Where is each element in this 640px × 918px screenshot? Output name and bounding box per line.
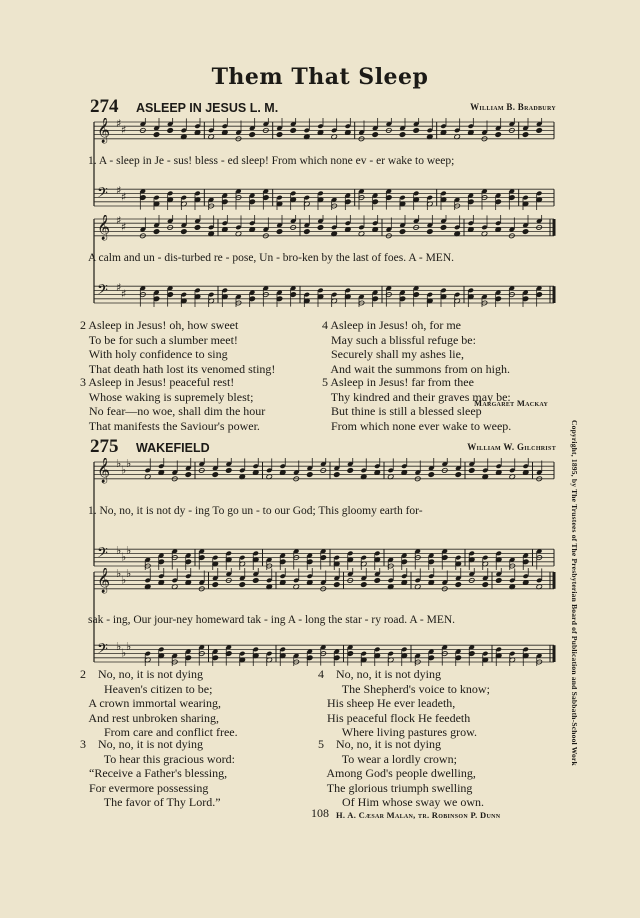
note-head-icon [455, 472, 461, 478]
note-head-icon [239, 582, 245, 588]
note-head-icon [413, 128, 419, 134]
hymn-274-header [90, 96, 556, 118]
note-head-icon [167, 128, 173, 134]
note-head-icon [194, 225, 200, 231]
hymn-275-verse-5: 5 No, no, it is not dying To wear a lordly crown; Among God's people dwelling, The glorious triumph swelling Of Him whose sway we own. [318, 737, 484, 809]
hymn-composer: William W. Gilchrist [467, 442, 556, 452]
hymn-275-lyric-2: sak - ing, Our jour-ney homeward tak - ing A - long the star - ry road. A - MEN. [88, 614, 456, 626]
note-head-icon [334, 582, 340, 588]
note-head-icon [307, 472, 313, 478]
hymn-274-lyric-2: A calm and un - dis-turbed re - pose, Un - bro-ken by the last of foes. A - MEN. [88, 252, 455, 264]
treble-clef-icon: 𝄞 [97, 568, 111, 594]
note-head-icon [181, 229, 187, 235]
note-head-icon [536, 128, 542, 134]
flat-icon: ♭ [121, 550, 127, 564]
note-head-icon [482, 582, 488, 588]
flat-icon: ♭ [126, 544, 132, 558]
sharp-icon: ♯ [121, 190, 127, 204]
note-head-icon [428, 472, 434, 478]
sharp-icon: ♯ [116, 118, 122, 131]
section-title: Them That Sleep [211, 64, 429, 90]
sharp-icon: ♯ [121, 220, 127, 234]
flat-icon: ♭ [116, 544, 122, 558]
hymn-275-header [90, 436, 556, 458]
hymn-274-lyric-1: 1. A - sleep in Je - sus! bless - ed sleep! From which none ev - er wake to weep; [88, 155, 455, 167]
note-head-icon [212, 582, 218, 588]
flat-icon: ♭ [116, 568, 122, 581]
note-head-icon [427, 229, 433, 235]
note-head-icon [249, 132, 255, 138]
hymn-274-attribution: Margaret Mackay [474, 398, 549, 408]
hymn-tune-name: ASLEEP IN JESUS L. M. [136, 101, 279, 115]
note-head-icon [440, 225, 446, 231]
note-head-icon [253, 578, 259, 584]
treble-clef-icon: 𝄞 [97, 118, 111, 144]
note-head-icon [361, 582, 367, 588]
note-head-icon [374, 578, 380, 584]
note-head-icon [399, 132, 405, 138]
note-head-icon [276, 229, 282, 235]
note-head-icon [276, 132, 282, 138]
hymn-275-attribution: H. A. Cæsar Malan, tr. Robinson P. Dunn [336, 810, 501, 820]
note-head-icon [399, 229, 405, 235]
hymn-number: 275 [90, 436, 119, 457]
hymn-composer: William B. Bradbury [470, 102, 556, 112]
hymn-275-verse-2: 2 No, no, it is not dying Heaven's citizen to be; A crown immortal wearing, And rest unbroken sharing, From care and conflict free. [80, 667, 238, 739]
flat-icon: ♭ [116, 458, 122, 471]
note-head-icon [290, 128, 296, 134]
sharp-icon: ♯ [116, 215, 122, 228]
note-head-icon [495, 132, 501, 138]
flat-icon: ♭ [126, 568, 132, 581]
note-head-icon [372, 132, 378, 138]
note-head-icon [212, 472, 218, 478]
sharp-icon: ♯ [116, 281, 122, 295]
sharp-icon: ♯ [121, 287, 127, 301]
flat-icon: ♭ [126, 458, 132, 471]
note-head-icon [304, 229, 310, 235]
flat-icon: ♭ [121, 463, 127, 477]
note-head-icon [153, 132, 159, 138]
copyright-note [566, 420, 580, 820]
sharp-icon: ♯ [121, 123, 127, 137]
hymn-275-lyric-1: 1. No, no, it is not dy - ing To go un - to our God; This gloomy earth for- [88, 505, 423, 517]
note-head-icon [347, 468, 353, 474]
note-head-icon [153, 229, 159, 235]
note-head-icon [522, 132, 528, 138]
flat-icon: ♭ [121, 646, 127, 660]
page-number: 108 [311, 806, 329, 820]
copyright-text: Copyright, 1895, by The Trustees of The Presbyterian Board of Publication and Sabbath-School Work [570, 420, 579, 766]
hymn-274-verse-4: 4 Asleep in Jesus! oh, for me May such a blissful refuge be: Securely shall my ashes lie, And wait the summons from on high. [322, 318, 510, 376]
hymn-274-verse-2: 2 Asleep in Jesus! oh, how sweet To be for such a slumber meet! With holy confidence to sing That death hath lost its venomed sting! [80, 318, 276, 376]
treble-clef-icon: 𝄞 [97, 215, 111, 241]
flat-icon: ♭ [121, 573, 127, 587]
bass-clef-icon: 𝄢 [97, 545, 108, 566]
hymn-275-verse-3: 3 No, no, it is not dying To hear this gracious word: “Receive a Father's blessing, For evermore possessing The favor of Thy Lord.” [80, 737, 235, 809]
hymn-275-verse-4: 4 No, no, it is not dying The Shepherd's voice to know; His sheep He ever leadeth, His peaceful flock He feedeth Where living pastures grow. [318, 667, 490, 739]
hymn-tune-name: WAKEFIELD [136, 441, 210, 455]
note-head-icon [496, 578, 502, 584]
note-head-icon [317, 225, 323, 231]
note-head-icon [185, 472, 191, 478]
note-head-icon [334, 472, 340, 478]
note-head-icon [226, 468, 232, 474]
note-head-icon [469, 468, 475, 474]
flat-icon: ♭ [126, 640, 132, 654]
flat-icon: ♭ [116, 640, 122, 654]
hymn-274-verse-5: 5 Asleep in Jesus! far from thee Thy kindred and their graves may be: But thine is still a blessed sleep From which none ever wake to weep. [322, 375, 512, 433]
note-head-icon [455, 582, 461, 588]
hymn-number: 274 [90, 96, 119, 117]
hymn-274-verse-3: 3 Asleep in Jesus! peaceful rest! Whose waking is supremely blest; No fear—no woe, shall dim the hour That manifests the Saviour's power. [80, 375, 266, 433]
treble-clef-icon: 𝄞 [97, 458, 111, 484]
note-head-icon [522, 229, 528, 235]
bass-clef-icon: 𝄢 [97, 282, 108, 303]
bass-clef-icon: 𝄢 [97, 185, 108, 206]
sharp-icon: ♯ [116, 184, 122, 198]
bass-clef-icon: 𝄢 [97, 641, 108, 662]
